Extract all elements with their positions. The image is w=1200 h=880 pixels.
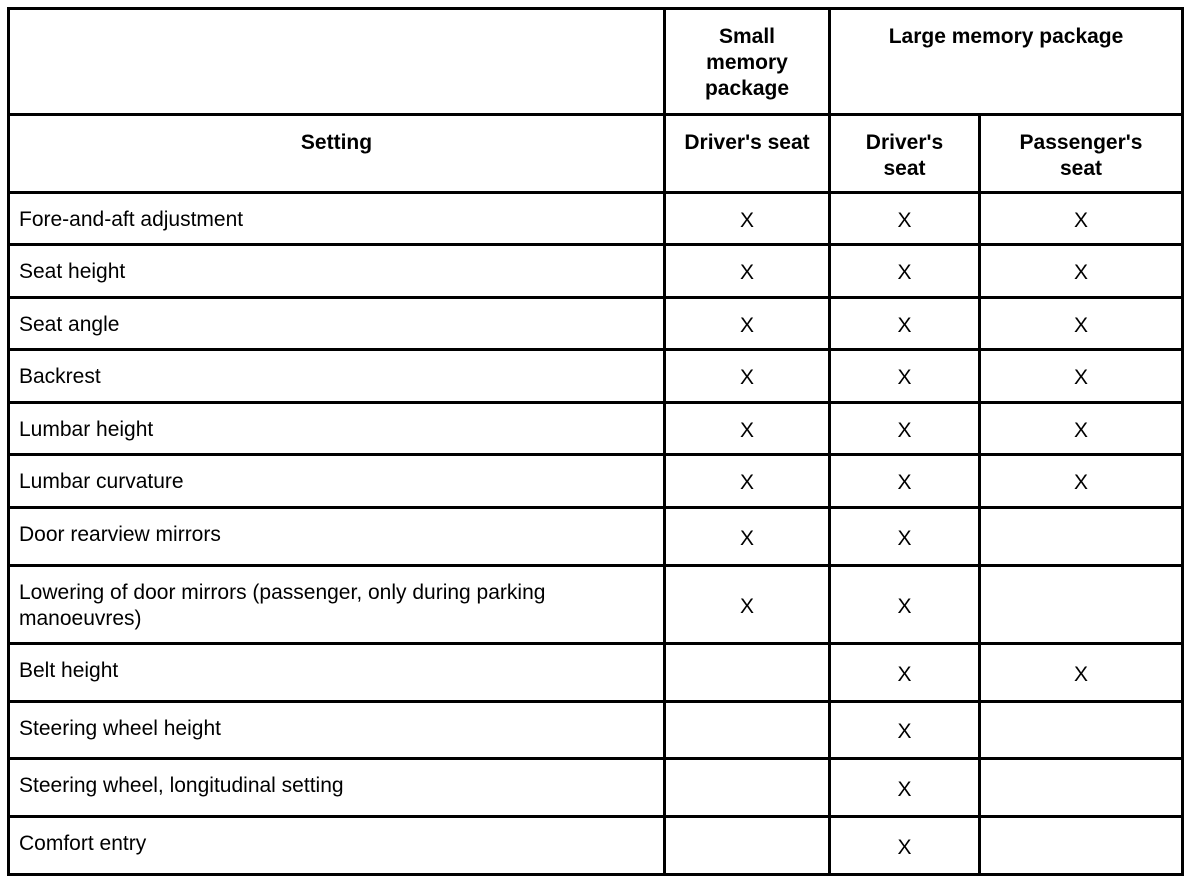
large-passenger-mark: X <box>980 403 1183 455</box>
header-large-passenger-seat-label: Passenger's seat <box>1019 131 1143 180</box>
table-row <box>9 298 1183 350</box>
header-empty-cell <box>9 9 665 115</box>
large-passenger-mark <box>980 759 1183 817</box>
setting-label: Door rearview mirrors <box>19 523 221 546</box>
small-driver-mark: X <box>665 350 830 403</box>
header-setting-label: Setting <box>300 131 373 154</box>
setting-label: Lumbar curvature <box>19 470 184 493</box>
setting-label: Steering wheel, longitudinal setting <box>19 774 344 797</box>
table-row <box>9 817 1183 875</box>
header-large-driver-seat <box>830 115 980 193</box>
setting-cell <box>9 817 665 875</box>
table-row <box>9 350 1183 403</box>
setting-label: Seat height <box>19 260 126 283</box>
setting-cell <box>9 298 665 350</box>
setting-cell <box>9 566 665 644</box>
large-passenger-mark <box>980 508 1183 566</box>
header-setting <box>9 115 665 193</box>
table-row <box>9 566 1183 644</box>
table-row <box>9 403 1183 455</box>
setting-label: Seat angle <box>19 313 120 336</box>
small-driver-mark: X <box>665 245 830 298</box>
small-driver-mark <box>665 817 830 875</box>
table-row <box>9 702 1183 759</box>
setting-cell <box>9 702 665 759</box>
memory-package-table <box>7 7 1184 876</box>
large-driver-mark: X <box>830 245 980 298</box>
setting-label: Comfort entry <box>19 832 147 855</box>
small-driver-mark: X <box>665 193 830 245</box>
setting-label: Lumbar height <box>19 418 154 441</box>
large-driver-mark: X <box>830 759 980 817</box>
table-row <box>9 644 1183 702</box>
setting-cell <box>9 759 665 817</box>
small-driver-mark: X <box>665 566 830 644</box>
large-passenger-mark: X <box>980 298 1183 350</box>
setting-cell <box>9 508 665 566</box>
small-driver-mark: X <box>665 298 830 350</box>
setting-label: Fore-and-aft adjustment <box>19 208 244 231</box>
setting-cell <box>9 350 665 403</box>
large-driver-mark: X <box>830 455 980 508</box>
setting-cell <box>9 245 665 298</box>
header-small-driver-seat <box>665 115 830 193</box>
large-driver-mark: X <box>830 350 980 403</box>
large-driver-mark: X <box>830 644 980 702</box>
header-large-package-label: Large memory package <box>888 25 1124 48</box>
setting-label: Belt height <box>19 659 119 682</box>
large-passenger-mark <box>980 702 1183 759</box>
setting-cell <box>9 455 665 508</box>
setting-label: Steering wheel height <box>19 717 221 740</box>
small-driver-mark <box>665 759 830 817</box>
table-row <box>9 193 1183 245</box>
small-driver-mark: X <box>665 403 830 455</box>
small-driver-mark <box>665 644 830 702</box>
setting-cell <box>9 403 665 455</box>
setting-cell <box>9 644 665 702</box>
header-row-seats <box>9 115 1183 193</box>
table-row <box>9 759 1183 817</box>
large-driver-mark: X <box>830 193 980 245</box>
large-passenger-mark <box>980 817 1183 875</box>
large-driver-mark: X <box>830 817 980 875</box>
large-driver-mark: X <box>830 702 980 759</box>
large-passenger-mark <box>980 566 1183 644</box>
table-row <box>9 455 1183 508</box>
header-large-driver-seat-label: Driver's seat <box>865 131 944 180</box>
large-passenger-mark: X <box>980 350 1183 403</box>
large-passenger-mark: X <box>980 644 1183 702</box>
large-driver-mark: X <box>830 508 980 566</box>
small-driver-mark <box>665 702 830 759</box>
small-driver-mark: X <box>665 508 830 566</box>
table-row <box>9 508 1183 566</box>
header-large-package <box>830 9 1183 115</box>
large-driver-mark: X <box>830 298 980 350</box>
setting-label: Lowering of door mirrors (passenger, only during parking manoeuvres) <box>19 581 546 630</box>
table-row <box>9 245 1183 298</box>
large-driver-mark: X <box>830 566 980 644</box>
header-small-package <box>665 9 830 115</box>
setting-label: Backrest <box>19 365 101 388</box>
header-small-driver-seat-label: Driver's seat <box>684 131 810 154</box>
header-row-packages <box>9 9 1183 115</box>
large-passenger-mark: X <box>980 245 1183 298</box>
header-small-package-label: Small memory package <box>704 25 790 100</box>
header-large-passenger-seat <box>980 115 1183 193</box>
large-passenger-mark: X <box>980 455 1183 508</box>
small-driver-mark: X <box>665 455 830 508</box>
setting-cell <box>9 193 665 245</box>
large-passenger-mark: X <box>980 193 1183 245</box>
large-driver-mark: X <box>830 403 980 455</box>
